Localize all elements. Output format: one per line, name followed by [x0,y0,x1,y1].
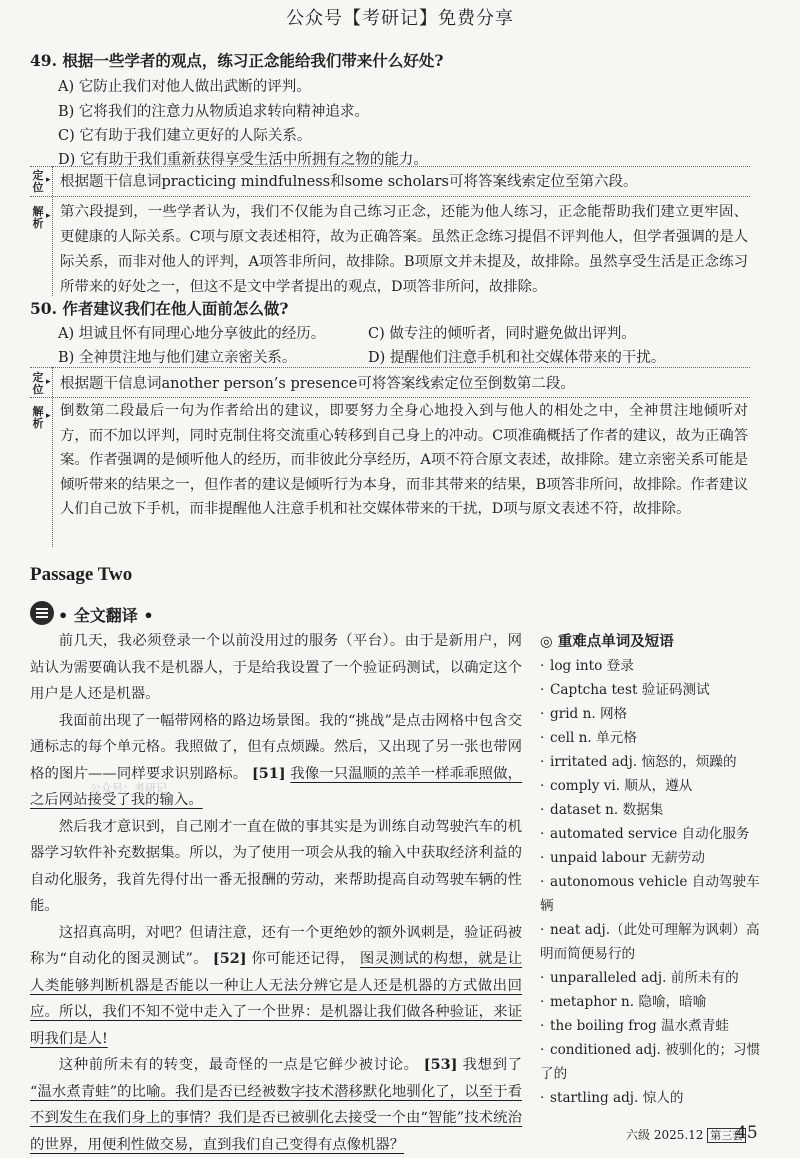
vocabulary-title-text: 重难点单词及短语 [557,633,674,650]
bullet-icon: · [540,1042,545,1058]
vocabulary-item [540,990,770,1014]
question-50-title: 50. 作者建议我们在他人面前怎么做? [30,299,289,318]
bullet-icon: · [540,730,545,746]
bullet-icon: · [540,850,545,866]
vocabulary-item-text: automated service 自动化服务 [550,826,750,842]
bullet-icon: · [540,1018,545,1034]
vocabulary-item [540,702,770,726]
vocabulary-item [540,798,770,822]
bullet-icon: · [540,754,545,770]
vocabulary-item [540,678,770,702]
vocabulary-item [540,918,770,966]
footer-info [626,1126,746,1143]
q49-option-c: C) 它有助于我们建立更好的人际关系。 [58,128,312,144]
vocabulary-item-text: autonomous vehicle 自动驾驶车辆 [540,874,760,914]
vocabulary-panel [540,630,770,1110]
bullet-icon: · [540,874,545,890]
bullet-icon: · [540,706,545,722]
q50-option-d: D) 提醒他们注意手机和社交媒体带来的干扰。 [368,350,666,366]
question-49-title: 49. 根据一些学者的观点，练习正念能给我们带来什么好处? [30,51,444,70]
vocabulary-item [540,822,770,846]
translation-paragraph-4 [30,920,522,1053]
vocabulary-item-text: grid n. 网格 [550,706,628,722]
bullet-icon: · [540,802,545,818]
q49-locate-separator [30,196,750,197]
watermark: 公众号：考研记 [90,782,167,795]
q50-explanation: 倒数第二段最后一句为作者给出的建议，即要努力全身心地投入到与他人的相处之中，全神贯注地倾听对方，而不加以评判，同时克制住将交流重心转移到自己身上的冲动。C项准确概括了作者的建议，故为正确答案。作者强调的是倾听他人的经历，而非彼此分享经历，A项不符合原文表述，故排除。建立亲密关系可能是倾听带来的结果之一，但作者的建议是倾听行为本身，而非其带来的结果，B项答非所问，故排除。作者建议人们自己放下手机，而非提醒他人注意手机和社交媒体带来的干扰，D项与原文表述不符，故排除。 [60,403,748,517]
underlined-sentence: 我像一只温顺的羔羊一样乖乖照做，之后网站接受了我的输入。 [30,765,523,808]
bullet-icon: · [540,970,545,986]
q50-margin-line [52,367,53,547]
vocabulary-item-text: unpaid labour 无薪劳动 [550,850,705,866]
vocabulary-item-text: unparalleled adj. 前所未有的 [550,970,739,986]
translation-paragraph-1: 前几天，我必须登录一个以前没用过的服务（平台）。由于是新用户，网站认为需要确认我不是机器人，于是给我设置了一个验证码测试，以确定这个用户是人还是机器。 [30,633,522,702]
q49-locate-text: 根据题干信息词practicing mindfulness和some scholars可将答案线索定位至第六段。 [60,174,638,190]
q49-option-a: A) 它防止我们对他人做出武断的评判。 [58,79,311,95]
vocabulary-item [540,654,770,678]
bullet-icon: · [540,1090,545,1106]
q49-margin-line [52,166,53,296]
vocabulary-item [540,966,770,990]
arrow-icon: ▸ [46,377,51,387]
translation-section-icon [30,601,54,625]
q49-locate-tag: 定位 [32,169,44,194]
translation-body [30,628,522,1158]
q49-separator [30,166,750,167]
arrow-icon: ▸ [46,211,51,221]
translation-text: 我想到了 [462,1057,522,1073]
vocabulary-item-text: irritated adj. 恼怒的，烦躁的 [550,754,737,770]
translation-paragraph-3: 然后我才意识到，自己刚才一直在做的事其实是为训练自动驾驶汽车的机器学习软件补充数据集。所以，为了使用一项会从我的输入中获取经济利益的自动化服务，我首先得付出一番无报酬的劳动，来帮助提高自动驾驶车辆的性能。 [30,818,522,914]
translation-paragraph-2 [30,708,522,814]
footer-issue: 六级 2025.12 [626,1128,704,1142]
vocabulary-item-text: metaphor n. 隐喻，暗喻 [550,994,707,1010]
vocabulary-item-text: comply vi. 顺从，遵从 [550,778,693,794]
vocabulary-item-text: neat adj.（此处可理解为讽刺）高明而简便易行的 [540,922,760,962]
question-marker-52: [52] [212,950,247,967]
translation-text: 这招真高明，对吧？但请注意，还有一个更绝妙的额外讽刺是，验证码被称为“自动化的图灵测试”。 [30,924,522,967]
vocabulary-item [540,1014,770,1038]
bullet-icon: · [540,826,545,842]
vocabulary-item-text: conditioned adj. 被驯化的；习惯了的 [540,1042,761,1082]
vocabulary-item-text: cell n. 单元格 [550,730,637,746]
translation-text: 你可能还记得， [251,951,355,967]
vocabulary-item [540,750,770,774]
bullet-icon: · [540,994,545,1010]
q50-option-c: C) 做专注的倾听者，同时避免做出评判。 [368,326,636,342]
q50-locate-separator [30,397,750,398]
vocabulary-item-text: the boiling frog 温水煮青蛙 [550,1018,729,1034]
vocabulary-item [540,1086,770,1110]
q50-locate-tag: 定位 [32,371,44,396]
q50-option-b: B) 全神贯注地与他们建立亲密关系。 [58,350,297,366]
vocabulary-item [540,1038,770,1086]
bullet-icon: · [540,658,545,674]
page-banner: 公众号【考研记】免费分享 [286,8,514,29]
arrow-icon: ▸ [46,411,51,421]
question-marker-51: [51] [251,764,286,782]
vocabulary-item [540,870,770,918]
translation-text: 我面前出现了一幅带网格的路边场景图。我的“挑战”是点击网格中包含交通标志的每个单元格。我照做了，但有点烦躁。然后，又出现了另一张也带网格的图片——同样要求识别路标。 [30,712,522,782]
footer-set-badge: 第三套 [707,1128,746,1143]
vocabulary-item [540,726,770,750]
q49-option-b: B) 它将我们的注意力从物质追求转向精神追求。 [58,104,369,120]
vocabulary-item [540,846,770,870]
vocabulary-item-text: startling adj. 惊人的 [550,1090,684,1106]
target-icon: ◎ [540,633,553,650]
vocabulary-item [540,774,770,798]
q50-locate-text: 根据题干信息词another person’s presence可将答案线索定位至倒数第二段。 [60,376,575,392]
underlined-sentence: 图灵测试的构想，就是让人类能够判断机器是否能以一种让人无法分辨它是人还是机器的方式做出回应。所以，我们不知不觉中走入了一个世界：是机器让我们做各种验证，来证明我们是人! [30,951,523,1047]
bullet-icon: · [540,778,545,794]
q49-explain-tag: 解析 [32,205,44,230]
q49-explanation: 第六段提到，一些学者认为，我们不仅能为自己练习正念，还能为他人练习，正念能帮助我们建立更牢固、更健康的人际关系。C项与原文表述相符，故为正确答案。虽然正念练习提倡不评判他人，但学者强调的是人际关系，而非对他人的评判，A项答非所问，故排除。B项原文并未提及，故排除。虽然享受生活是正念练习所带来的好处之一，但这不是文中学者提出的观点，D项答非所问，故排除。 [60,204,748,295]
q50-option-a: A) 坦诚且怀有同理心地分享彼此的经历。 [58,326,326,342]
q49-option-d: D) 它有助于我们重新获得享受生活中所拥有之物的能力。 [58,152,428,168]
vocabulary-item-text: log into 登录 [550,658,634,674]
passage-title: Passage Two [30,564,133,585]
vocabulary-list [540,654,770,1110]
translation-section-title: • 全文翻译 • [58,606,154,625]
underlined-sentence: “温水煮青蛙”的比喻。我们是否已经被数字技术潜移默化地驯化了，以至于看不到发生在我们身上的事情？我们是否已被驯化去接受一个由“智能”技术统治的世界，用便利性做交易，直到我们自己变得有点像机器？ [30,1083,522,1153]
bullet-icon: · [540,682,545,698]
vocabulary-title [540,630,770,651]
translation-paragraph-5 [30,1052,522,1158]
translation-text: 这种前所未有的转变，最奇怪的一点是它鲜少被讨论。 [58,1057,419,1073]
page-number: 45 [736,1123,758,1143]
bullet-icon: · [540,922,545,938]
vocabulary-item-text: dataset n. 数据集 [550,802,664,818]
q50-separator [30,367,750,368]
arrow-icon: ▸ [46,175,51,185]
q50-explain-tag: 解析 [32,405,44,430]
question-marker-53: [53] [423,1056,458,1073]
vocabulary-item-text: Captcha test 验证码测试 [550,682,710,698]
